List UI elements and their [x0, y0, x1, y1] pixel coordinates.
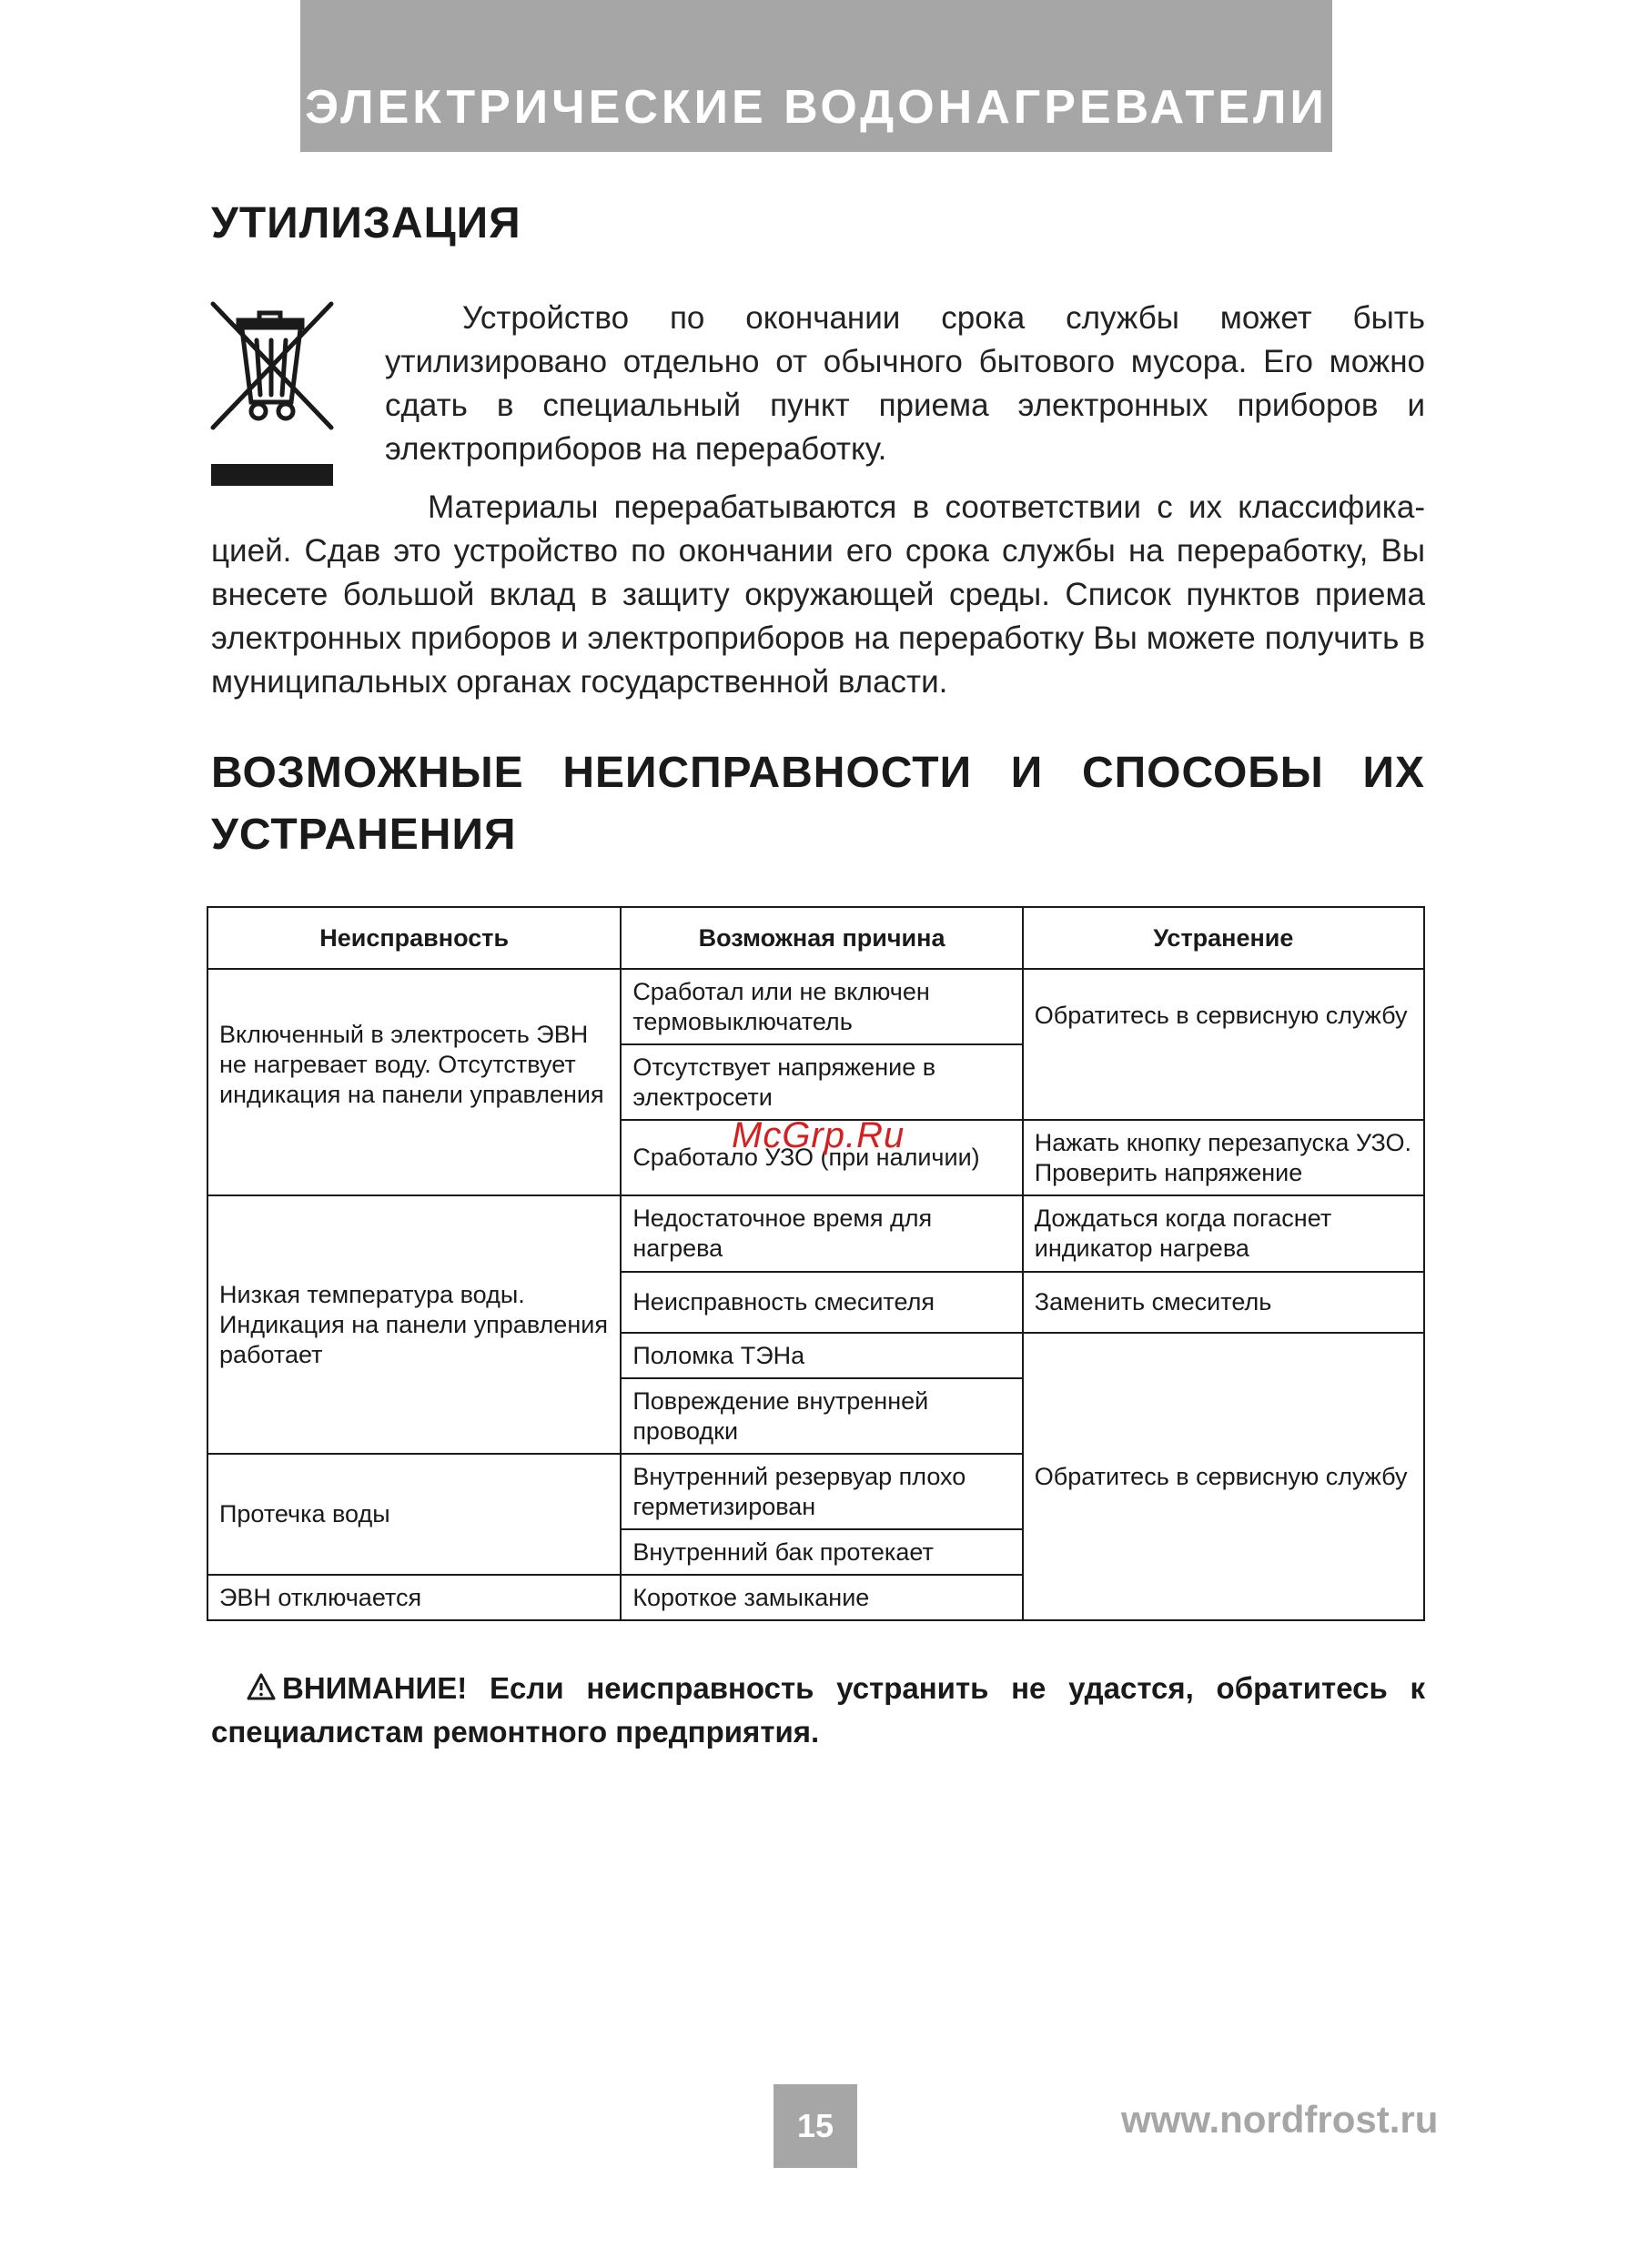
- page-number: 15: [774, 2084, 857, 2168]
- faults-title-line-1: ВОЗМОЖНЫЕ НЕИСПРАВНОСТИ И СПОСОБЫ ИХ: [211, 749, 1425, 797]
- column-header: Возможная причина: [621, 907, 1022, 969]
- cause-cell: Поломка ТЭНа: [621, 1333, 1022, 1378]
- cause-cell: Сработало УЗО (при наличии): [621, 1120, 1022, 1195]
- table-row: [207, 969, 1424, 1044]
- faults-table: [207, 906, 1425, 1621]
- warning-label: ВНИМАНИЕ!: [282, 1671, 468, 1705]
- fault-cell: Протечка воды: [207, 1454, 621, 1575]
- disposal-title: УТИЛИЗАЦИЯ: [211, 199, 521, 247]
- disposal-paragraph-1: Устройство по окончании срока службы может быть утилизировано отдельно от обычного бытового мусора. Его можно сдать в специальный пункт приема электронных приборов и электроприборов на переработку.: [385, 300, 1425, 467]
- cause-cell: Внутренний бак протекает: [621, 1529, 1022, 1575]
- column-header: Неисправность: [207, 907, 621, 969]
- fault-cell: ЭВН отключается: [207, 1575, 621, 1620]
- remedy-cell: Дождаться когда погаснет индикатор нагрева: [1023, 1195, 1424, 1272]
- faults-title-line-2: УСТРАНЕНИЯ: [211, 811, 517, 859]
- warning-text: Если неисправность устранить не удастся, обратитесь к специалистам ремонтного предприятия.: [211, 1671, 1426, 1749]
- remedy-cell: Обратитесь в сервисную службу: [1023, 969, 1424, 1120]
- remedy-cell: Нажать кнопку перезапуска УЗО. Проверить напряжение: [1023, 1120, 1424, 1195]
- cause-cell: Неисправность смесителя: [621, 1272, 1022, 1333]
- table-row: [207, 1195, 1424, 1272]
- weee-bin-icon: [209, 300, 335, 488]
- warning-note: [211, 1667, 1425, 1754]
- watermark: McGrp.Ru: [732, 1115, 905, 1155]
- cause-cell: Короткое замыкание: [621, 1575, 1022, 1620]
- fault-cell: Низкая температура воды. Индикация на панели управления работает: [207, 1195, 621, 1454]
- header-band: [300, 0, 1332, 152]
- header-title: ЭЛЕКТРИЧЕСКИЕ ВОДОНАГРЕВАТЕЛИ: [305, 81, 1328, 134]
- disposal-paragraph-2: Материалы перерабатываются в соответствии с их классифика-цией. Сдав это устройство по окончании его срока службы на переработку, Вы внесете большой вклад в защиту окружающей среды. Список пунктов приема электронных приборов и электроприборов на переработку Вы можете получить в муниципальных органах государственной власти.: [211, 489, 1425, 700]
- cause-cell: Отсутствует напряжение в электросети: [621, 1044, 1022, 1120]
- table-header-row: [207, 907, 1424, 969]
- cause-cell: Сработал или не включен термовыключатель: [621, 969, 1022, 1044]
- column-header: Устранение: [1023, 907, 1424, 969]
- cause-cell: Внутренний резервуар плохо герметизирован: [621, 1454, 1022, 1529]
- remedy-cell: Обратитесь в сервисную службу: [1023, 1333, 1424, 1620]
- fault-cell: Включенный в электросеть ЭВН не нагревает воду. Отсутствует индикация на панели управления: [207, 969, 621, 1195]
- warning-triangle-icon: [246, 1672, 277, 1701]
- remedy-cell: Заменить смеситель: [1023, 1272, 1424, 1333]
- cause-cell: Недостаточное время для нагрева: [621, 1195, 1022, 1272]
- cause-cell: Повреждение внутренней проводки: [621, 1378, 1022, 1454]
- website-link[interactable]: www.nordfrost.ru: [1121, 2098, 1439, 2141]
